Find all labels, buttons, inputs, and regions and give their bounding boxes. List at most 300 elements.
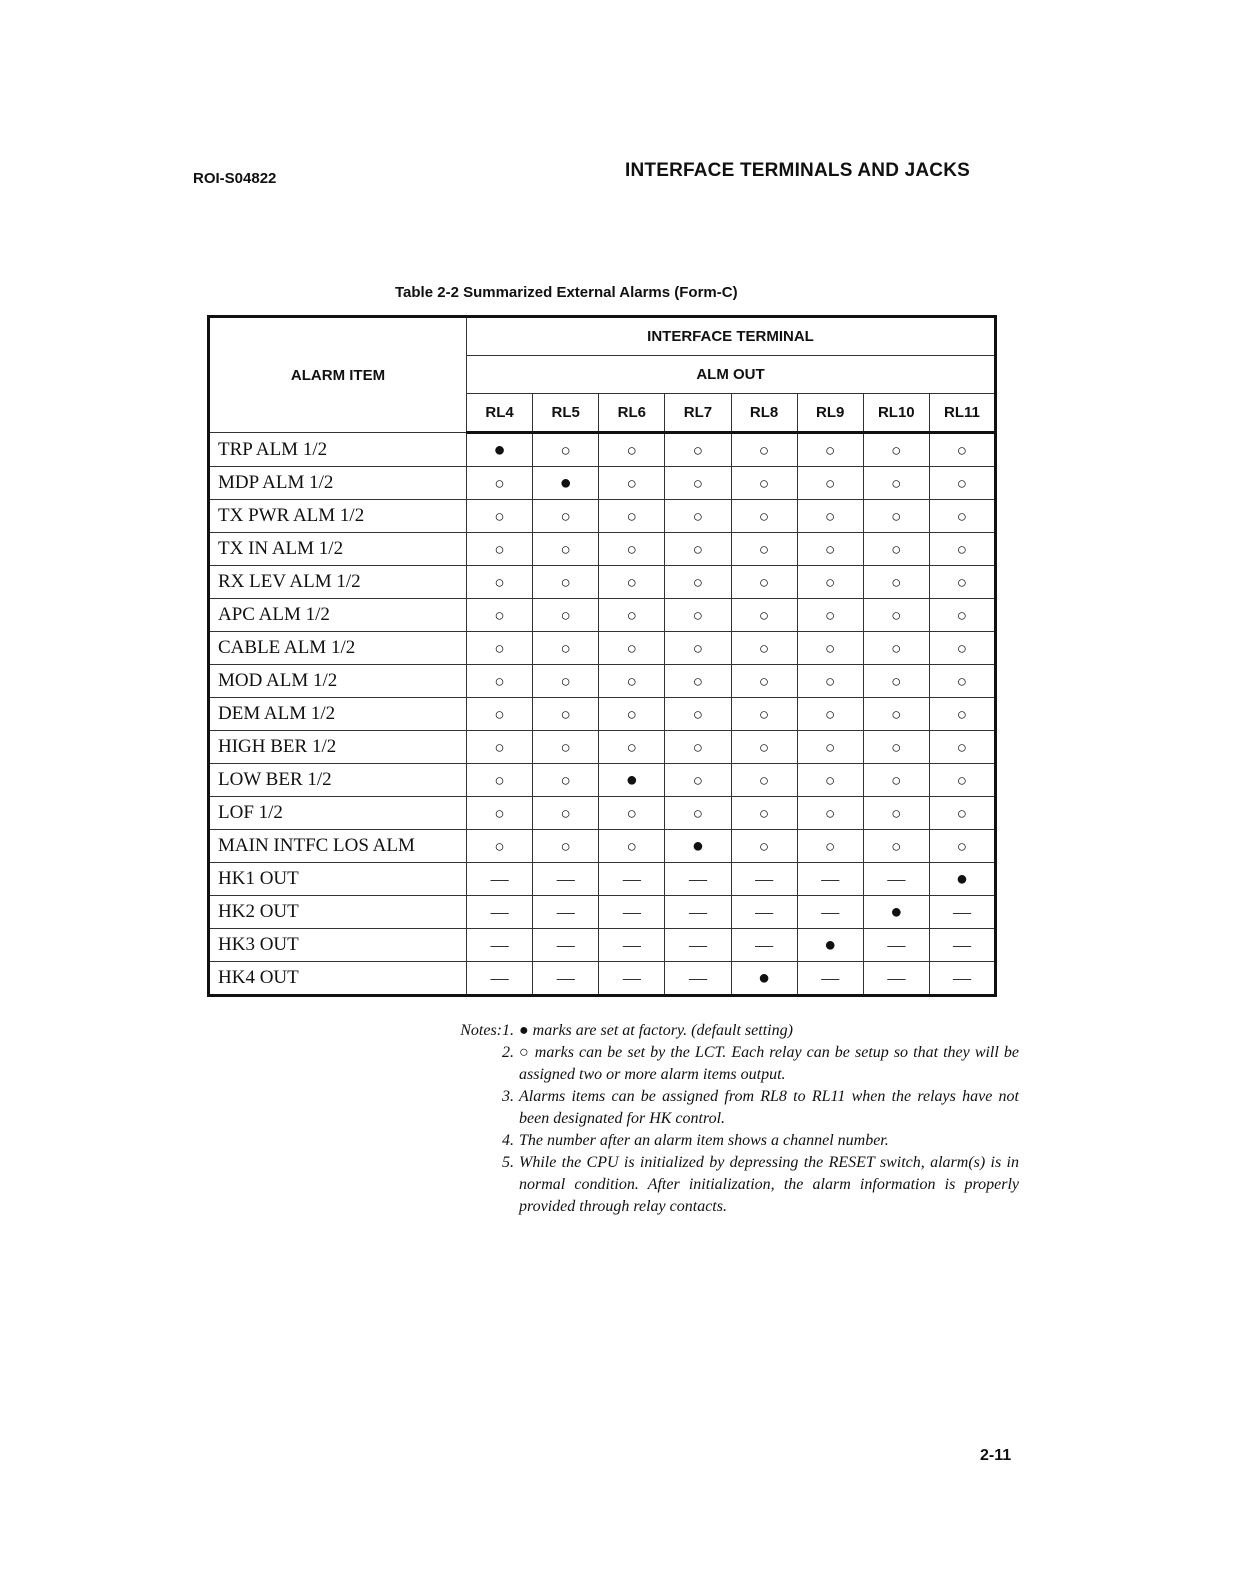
mark-cell [533, 500, 599, 533]
mark-cell [731, 500, 797, 533]
mark-cell [797, 962, 863, 996]
mark-cell [665, 830, 731, 863]
open-circle-mark: ○ [626, 803, 637, 823]
open-circle-mark: ○ [956, 737, 968, 757]
mark-cell [599, 896, 665, 929]
alarm-item-header: ALARM ITEM [209, 317, 467, 433]
mark-cell [665, 599, 731, 632]
mark-cell [533, 929, 599, 962]
note-text: ● marks are set at factory. (default setting) [519, 1022, 793, 1039]
open-circle-mark: ○ [956, 473, 968, 493]
open-circle-mark: ○ [692, 770, 704, 790]
mark-cell [929, 830, 995, 863]
mark-cell [863, 797, 929, 830]
column-header-rl6: RL6 [599, 394, 665, 433]
mark-cell [929, 929, 995, 962]
mark-cell [665, 698, 731, 731]
mark-cell [797, 863, 863, 896]
mark-cell [599, 764, 665, 797]
mark-cell [599, 433, 665, 467]
mark-cell [797, 533, 863, 566]
column-header-rl9: RL9 [797, 394, 863, 433]
mark-cell [665, 929, 731, 962]
mark-cell [863, 863, 929, 896]
open-circle-mark: ○ [825, 605, 836, 625]
open-circle-mark: ○ [956, 605, 968, 625]
open-circle-mark: ○ [692, 572, 704, 592]
mark-cell [863, 500, 929, 533]
dash-mark: — [556, 967, 575, 988]
alarm-item-label: CABLE ALM 1/2 [209, 632, 467, 665]
open-circle-mark: ○ [758, 473, 770, 493]
table-row [209, 632, 996, 665]
mark-cell [797, 632, 863, 665]
open-circle-mark: ○ [692, 605, 704, 625]
mark-cell [929, 764, 995, 797]
mark-cell [797, 665, 863, 698]
mark-cell [929, 896, 995, 929]
open-circle-mark: ○ [825, 473, 836, 493]
mark-cell [665, 533, 731, 566]
mark-cell [665, 896, 731, 929]
mark-cell [467, 500, 533, 533]
open-circle-mark: ○ [494, 770, 505, 790]
mark-cell [467, 632, 533, 665]
mark-cell [533, 797, 599, 830]
mark-cell [797, 830, 863, 863]
dash-mark: — [490, 934, 509, 955]
mark-cell [665, 731, 731, 764]
open-circle-mark: ○ [825, 440, 836, 460]
mark-cell [863, 698, 929, 731]
dash-mark: — [821, 868, 840, 889]
alarm-item-label: TX IN ALM 1/2 [209, 533, 467, 566]
open-circle-mark: ○ [891, 572, 902, 592]
mark-cell [797, 698, 863, 731]
mark-cell [731, 863, 797, 896]
filled-circle-mark: ● [824, 933, 837, 956]
alarm-item-label: HK3 OUT [209, 929, 467, 962]
open-circle-mark: ○ [626, 506, 637, 526]
open-circle-mark: ○ [825, 803, 836, 823]
alarm-item-label: HIGH BER 1/2 [209, 731, 467, 764]
column-header-rl10: RL10 [863, 394, 929, 433]
mark-cell [467, 731, 533, 764]
open-circle-mark: ○ [891, 737, 902, 757]
dash-mark: — [952, 967, 971, 988]
open-circle-mark: ○ [626, 638, 637, 658]
mark-cell [797, 566, 863, 599]
alarm-item-label: MAIN INTFC LOS ALM [209, 830, 467, 863]
open-circle-mark: ○ [692, 704, 704, 724]
mark-cell [665, 467, 731, 500]
mark-cell [599, 698, 665, 731]
table-row [209, 797, 996, 830]
mark-cell [599, 665, 665, 698]
mark-cell [929, 632, 995, 665]
dash-mark: — [556, 934, 575, 955]
note-text: While the CPU is initialized by depressing the RESET switch, alarm(s) is in normal condition. After initialization, the alarm information is properly provided through relay contacts. [519, 1154, 1019, 1215]
open-circle-mark: ○ [956, 506, 968, 526]
alarm-item-label: DEM ALM 1/2 [209, 698, 467, 731]
mark-cell [665, 863, 731, 896]
table-row [209, 929, 996, 962]
mark-cell [929, 797, 995, 830]
note-number: 5. [502, 1154, 514, 1171]
open-circle-mark: ○ [494, 737, 505, 757]
mark-cell [731, 896, 797, 929]
alarm-item-label: TX PWR ALM 1/2 [209, 500, 467, 533]
mark-cell [599, 599, 665, 632]
open-circle-mark: ○ [825, 572, 836, 592]
mark-cell [467, 433, 533, 467]
open-circle-mark: ○ [494, 836, 505, 856]
table-row [209, 467, 996, 500]
open-circle-mark: ○ [891, 770, 902, 790]
open-circle-mark: ○ [560, 572, 571, 592]
open-circle-mark: ○ [692, 671, 704, 691]
mark-cell [665, 566, 731, 599]
dash-mark: — [952, 934, 971, 955]
mark-cell [929, 962, 995, 996]
open-circle-mark: ○ [891, 605, 902, 625]
open-circle-mark: ○ [758, 836, 770, 856]
open-circle-mark: ○ [494, 704, 505, 724]
note-text: ○ marks can be set by the LCT. Each relay can be setup so that they will be assigned two or more alarm items output. [519, 1044, 1019, 1083]
mark-cell [467, 698, 533, 731]
table-caption: Table 2-2 Summarized External Alarms (Form-C) [395, 284, 738, 301]
column-header-rl8: RL8 [731, 394, 797, 433]
dash-mark: — [688, 934, 707, 955]
mark-cell [863, 962, 929, 996]
mark-cell [731, 632, 797, 665]
open-circle-mark: ○ [494, 803, 505, 823]
mark-cell [731, 433, 797, 467]
open-circle-mark: ○ [626, 539, 637, 559]
open-circle-mark: ○ [758, 440, 770, 460]
open-circle-mark: ○ [560, 605, 571, 625]
mark-cell [863, 731, 929, 764]
dash-mark: — [622, 868, 641, 889]
column-header-rl7: RL7 [665, 394, 731, 433]
mark-cell [731, 467, 797, 500]
open-circle-mark: ○ [626, 473, 637, 493]
mark-cell [929, 731, 995, 764]
mark-cell [599, 962, 665, 996]
open-circle-mark: ○ [560, 440, 571, 460]
dash-mark: — [622, 934, 641, 955]
open-circle-mark: ○ [494, 638, 505, 658]
mark-cell [599, 533, 665, 566]
mark-cell [533, 896, 599, 929]
table-head [209, 317, 996, 433]
mark-cell [797, 500, 863, 533]
filled-circle-mark: ● [890, 900, 903, 923]
mark-cell [863, 665, 929, 698]
alarm-item-label: LOF 1/2 [209, 797, 467, 830]
mark-cell [731, 566, 797, 599]
table-row [209, 830, 996, 863]
mark-cell [863, 830, 929, 863]
table-row [209, 500, 996, 533]
mark-cell [863, 467, 929, 500]
open-circle-mark: ○ [626, 671, 637, 691]
alarm-item-label: APC ALM 1/2 [209, 599, 467, 632]
mark-cell [929, 566, 995, 599]
mark-cell [665, 433, 731, 467]
mark-cell [863, 566, 929, 599]
open-circle-mark: ○ [891, 671, 902, 691]
mark-cell [797, 467, 863, 500]
mark-cell [665, 665, 731, 698]
open-circle-mark: ○ [560, 704, 571, 724]
open-circle-mark: ○ [626, 836, 637, 856]
open-circle-mark: ○ [758, 671, 770, 691]
alarm-item-label: TRP ALM 1/2 [209, 433, 467, 467]
alarm-item-label: LOW BER 1/2 [209, 764, 467, 797]
open-circle-mark: ○ [560, 506, 571, 526]
notes-lead: Notes: [460, 1022, 502, 1039]
open-circle-mark: ○ [560, 638, 571, 658]
mark-cell [797, 764, 863, 797]
alarm-item-label: MDP ALM 1/2 [209, 467, 467, 500]
mark-cell [731, 962, 797, 996]
open-circle-mark: ○ [560, 737, 571, 757]
mark-cell [533, 731, 599, 764]
open-circle-mark: ○ [626, 704, 637, 724]
open-circle-mark: ○ [758, 638, 770, 658]
open-circle-mark: ○ [956, 836, 968, 856]
filled-circle-mark: ● [691, 834, 704, 857]
dash-mark: — [887, 868, 906, 889]
page-number: 2-11 [980, 1447, 1012, 1464]
mark-cell [863, 632, 929, 665]
mark-cell [863, 433, 929, 467]
open-circle-mark: ○ [825, 506, 836, 526]
mark-cell [797, 599, 863, 632]
note-number: 3. [502, 1088, 514, 1105]
open-circle-mark: ○ [758, 737, 770, 757]
mark-cell [863, 764, 929, 797]
column-header-rl11: RL11 [929, 394, 995, 433]
mark-cell [863, 929, 929, 962]
mark-cell [599, 467, 665, 500]
table-row [209, 962, 996, 996]
mark-cell [929, 533, 995, 566]
open-circle-mark: ○ [758, 572, 770, 592]
dash-mark: — [622, 901, 641, 922]
alarm-item-label: MOD ALM 1/2 [209, 665, 467, 698]
dash-mark: — [755, 934, 774, 955]
open-circle-mark: ○ [692, 473, 704, 493]
open-circle-mark: ○ [560, 836, 571, 856]
dash-mark: — [490, 868, 509, 889]
open-circle-mark: ○ [891, 704, 902, 724]
open-circle-mark: ○ [758, 770, 770, 790]
open-circle-mark: ○ [891, 440, 902, 460]
mark-cell [929, 599, 995, 632]
dash-mark: — [821, 967, 840, 988]
dash-mark: — [556, 868, 575, 889]
dash-mark: — [952, 901, 971, 922]
open-circle-mark: ○ [692, 506, 704, 526]
dash-mark: — [821, 901, 840, 922]
mark-cell [665, 764, 731, 797]
open-circle-mark: ○ [891, 638, 902, 658]
mark-cell [929, 665, 995, 698]
table-row [209, 433, 996, 467]
open-circle-mark: ○ [956, 803, 968, 823]
mark-cell [731, 665, 797, 698]
open-circle-mark: ○ [956, 572, 968, 592]
table-row [209, 863, 996, 896]
mark-cell [797, 896, 863, 929]
mark-cell [467, 863, 533, 896]
table-row [209, 566, 996, 599]
open-circle-mark: ○ [956, 770, 968, 790]
alarm-item-label: RX LEV ALM 1/2 [209, 566, 467, 599]
mark-cell [863, 533, 929, 566]
open-circle-mark: ○ [692, 638, 704, 658]
mark-cell [731, 929, 797, 962]
open-circle-mark: ○ [891, 539, 902, 559]
table-row [209, 698, 996, 731]
mark-cell [731, 764, 797, 797]
mark-cell [731, 599, 797, 632]
note-item [444, 1042, 1019, 1086]
mark-cell [599, 731, 665, 764]
open-circle-mark: ○ [891, 506, 902, 526]
open-circle-mark: ○ [891, 836, 902, 856]
section-title: INTERFACE TERMINALS AND JACKS [625, 160, 970, 181]
dash-mark: — [887, 934, 906, 955]
table-row [209, 764, 996, 797]
alarm-item-label: HK4 OUT [209, 962, 467, 996]
open-circle-mark: ○ [494, 572, 505, 592]
dash-mark: — [490, 967, 509, 988]
mark-cell [533, 830, 599, 863]
dash-mark: — [755, 901, 774, 922]
mark-cell [731, 698, 797, 731]
open-circle-mark: ○ [825, 704, 836, 724]
open-circle-mark: ○ [626, 737, 637, 757]
open-circle-mark: ○ [956, 671, 968, 691]
mark-cell [467, 896, 533, 929]
mark-cell [467, 467, 533, 500]
mark-cell [533, 665, 599, 698]
filled-circle-mark: ● [493, 438, 506, 461]
mark-cell [929, 500, 995, 533]
open-circle-mark: ○ [560, 539, 571, 559]
open-circle-mark: ○ [956, 539, 968, 559]
open-circle-mark: ○ [825, 671, 836, 691]
open-circle-mark: ○ [494, 539, 505, 559]
mark-cell [599, 797, 665, 830]
note-text: The number after an alarm item shows a channel number. [519, 1132, 889, 1149]
mark-cell [863, 896, 929, 929]
mark-cell [533, 599, 599, 632]
mark-cell [731, 830, 797, 863]
note-number: 4. [502, 1132, 514, 1149]
table-row [209, 665, 996, 698]
open-circle-mark: ○ [956, 704, 968, 724]
mark-cell [533, 433, 599, 467]
mark-cell [797, 731, 863, 764]
open-circle-mark: ○ [494, 473, 505, 493]
mark-cell [863, 599, 929, 632]
note-item [444, 1152, 1019, 1218]
mark-cell [467, 830, 533, 863]
open-circle-mark: ○ [891, 803, 902, 823]
column-header-rl5: RL5 [533, 394, 599, 433]
mark-cell [929, 698, 995, 731]
table-row [209, 599, 996, 632]
mark-cell [467, 566, 533, 599]
mark-cell [665, 632, 731, 665]
mark-cell [665, 962, 731, 996]
open-circle-mark: ○ [956, 638, 968, 658]
mark-cell [731, 797, 797, 830]
mark-cell [929, 433, 995, 467]
column-header-rl4: RL4 [467, 394, 533, 433]
interface-terminal-header: INTERFACE TERMINAL [467, 317, 996, 356]
open-circle-mark: ○ [692, 803, 704, 823]
mark-cell [533, 632, 599, 665]
dash-mark: — [688, 967, 707, 988]
open-circle-mark: ○ [692, 539, 704, 559]
open-circle-mark: ○ [758, 605, 770, 625]
mark-cell [533, 863, 599, 896]
filled-circle-mark: ● [559, 471, 572, 494]
note-item [444, 1086, 1019, 1130]
open-circle-mark: ○ [758, 506, 770, 526]
open-circle-mark: ○ [626, 440, 637, 460]
filled-circle-mark: ● [625, 768, 638, 791]
mark-cell [599, 929, 665, 962]
mark-cell [665, 797, 731, 830]
mark-cell [599, 500, 665, 533]
mark-cell [599, 863, 665, 896]
mark-cell [467, 962, 533, 996]
mark-cell [797, 433, 863, 467]
alarm-item-label: HK2 OUT [209, 896, 467, 929]
note-text: Alarms items can be assigned from RL8 to RL11 when the relays have not been designated for HK control. [519, 1088, 1019, 1127]
open-circle-mark: ○ [560, 770, 571, 790]
open-circle-mark: ○ [494, 671, 505, 691]
mark-cell [533, 962, 599, 996]
alarms-table [207, 315, 997, 997]
mark-cell [929, 467, 995, 500]
mark-cell [533, 566, 599, 599]
open-circle-mark: ○ [825, 770, 836, 790]
open-circle-mark: ○ [758, 539, 770, 559]
mark-cell [797, 797, 863, 830]
dash-mark: — [887, 967, 906, 988]
filled-circle-mark: ● [758, 966, 771, 989]
mark-cell [533, 764, 599, 797]
open-circle-mark: ○ [692, 737, 704, 757]
table-row [209, 896, 996, 929]
document-id: ROI-S04822 [193, 170, 277, 187]
mark-cell [731, 533, 797, 566]
mark-cell [467, 665, 533, 698]
table-row [209, 533, 996, 566]
open-circle-mark: ○ [825, 836, 836, 856]
alm-out-header: ALM OUT [467, 356, 996, 394]
note-item [444, 1130, 1019, 1152]
open-circle-mark: ○ [758, 704, 770, 724]
dash-mark: — [755, 868, 774, 889]
